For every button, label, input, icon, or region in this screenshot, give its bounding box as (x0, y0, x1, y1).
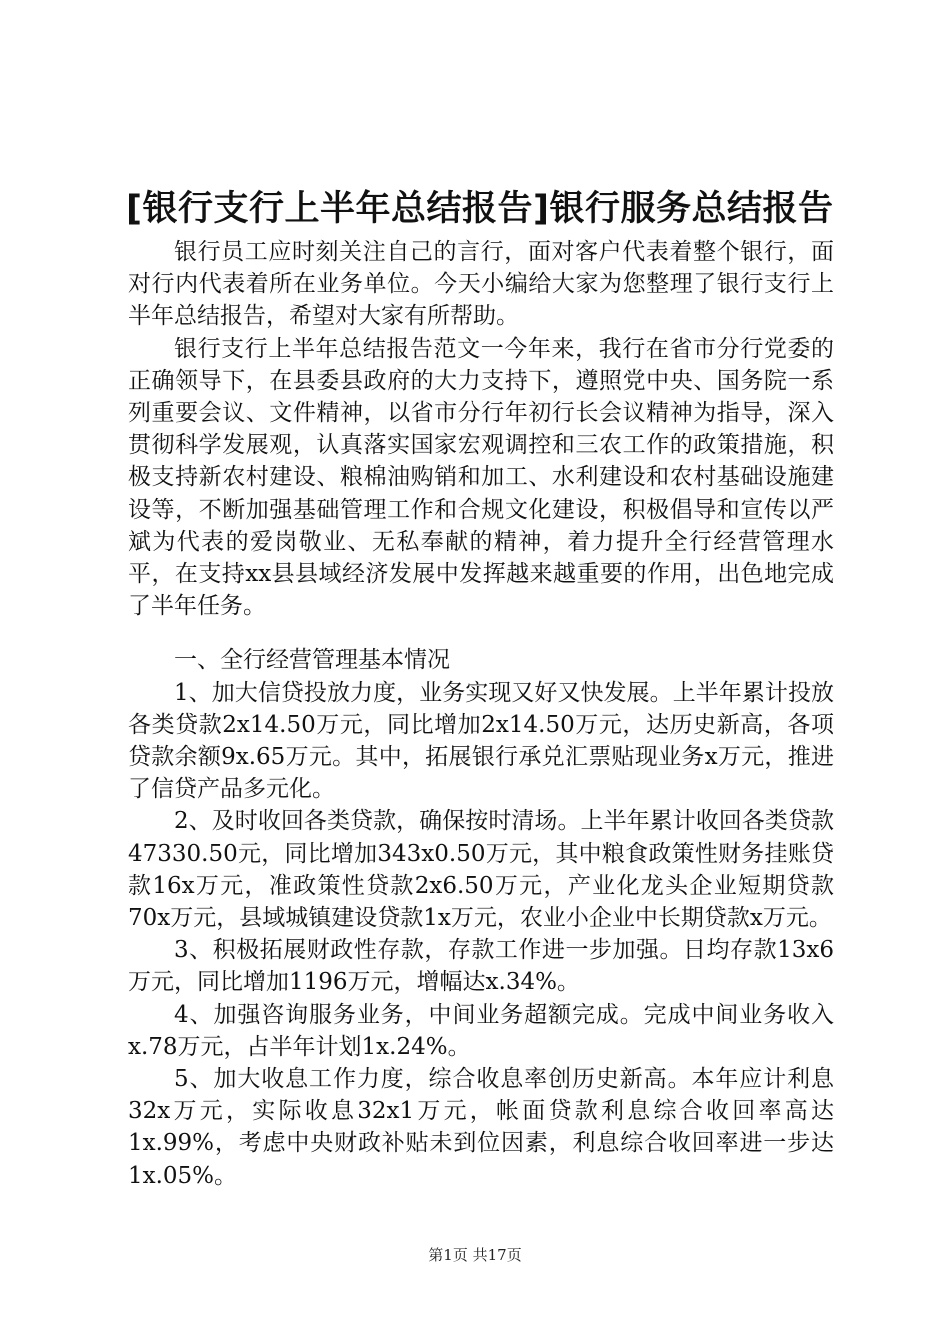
item-paragraph-2: 2、及时收回各类贷款，确保按时清场。上半年累计收回各类贷款47330.50元，同比增加343x0.50万元，其中粮食政策性财务挂账贷款16x万元，准政策性贷款2x6.50万元，产业化龙头企业短期贷款70x万元，县域城镇建设贷款1x万元，农业小企业中长期贷款x万元。 (128, 808, 834, 932)
item-paragraph-5: 5、加大收息工作力度，综合收息率创历史新高。本年应计利息32x万元，实际收息32x1万元，帐面贷款利息综合收回率高达1x.99%，考虑中央财政补贴未到位因素，利息综合收回率进一步达1x.05%。 (128, 1066, 834, 1189)
summary-paragraph: 银行支行上半年总结报告范文一今年来，我行在省市分行党委的正确领导下，在县委县政府的大力支持下，遵照党中央、国务院一系列重要会议、文件精神，以省市分行年初行长会议精神为指导，深入贯彻科学发展观，认真落实国家宏观调控和三农工作的政策措施，积极支持新农村建设、粮棉油购销和加工、水利建设和农村基础设施建设等，不断加强基础管理工作和合规文化建设，积极倡导和宣传以严斌为代表的爱岗敬业、无私奉献的精神，着力提升全行经营管理水平，在支持xx县县域经济发展中发挥越来越重要的作用，出色地完成了半年任务。 (128, 335, 834, 620)
section-heading: 一、全行经营管理基本情况 (174, 647, 450, 674)
item-paragraph-4: 4、加强咨询服务业务，中间业务超额完成。完成中间业务收入x.78万元，占半年计划1x.24%。 (128, 1001, 834, 1060)
intro-paragraph: 银行员工应时刻关注自己的言行，面对客户代表着整个银行，面对行内代表着所在业务单位。今天小编给大家为您整理了银行支行上半年总结报告，希望对大家有所帮助。 (128, 239, 834, 330)
item-paragraph-3: 3、积极拓展财政性存款，存款工作进一步加强。日均存款13x6万元，同比增加1196万元，增幅达x.34%。 (128, 937, 834, 996)
page-number-footer: 第1页 共17页 (428, 1246, 522, 1264)
item-paragraph-1: 1、加大信贷投放力度，业务实现又好又快发展。上半年累计投放各类贷款2x14.50万元，同比增加2x14.50万元，达历史新高，各项贷款余额9x.65万元。其中，拓展银行承兑汇票贴现业务x万元，推进了信贷产品多元化。 (128, 679, 834, 803)
document-title: [银行支行上半年总结报告]银行服务总结报告 (126, 189, 834, 229)
document-body (128, 236, 834, 1192)
